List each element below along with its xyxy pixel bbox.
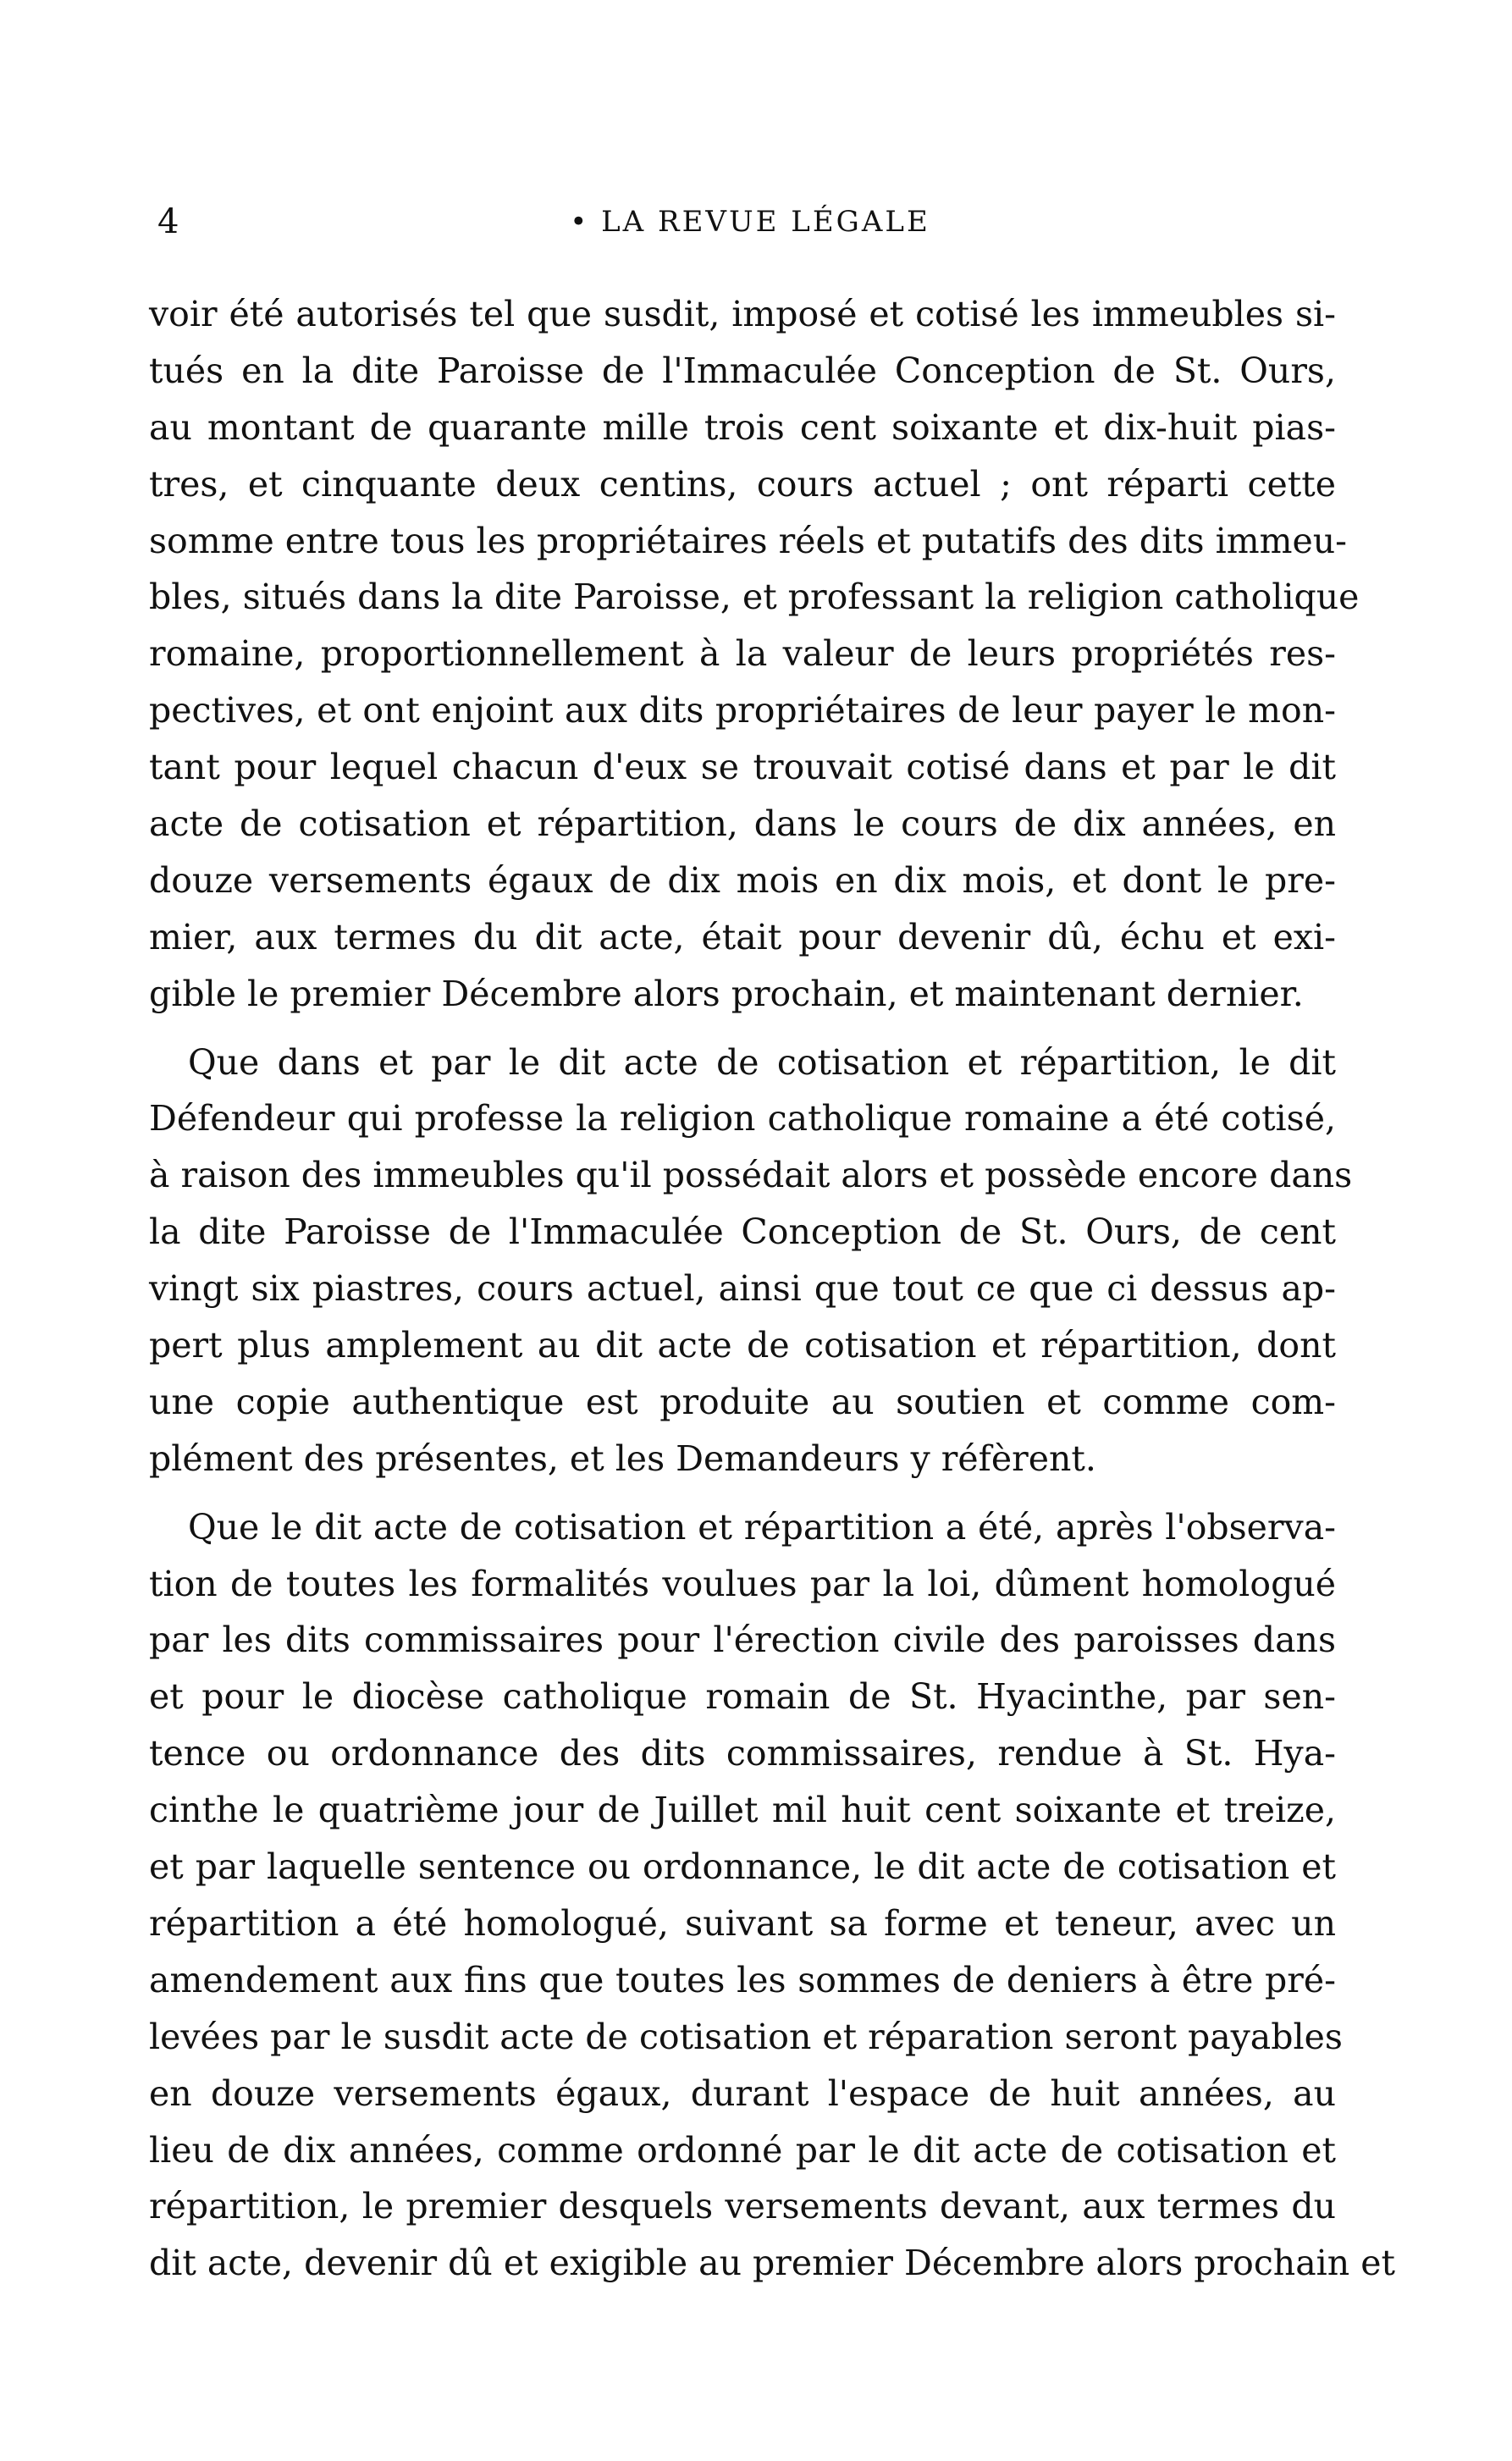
text-line: lieu de dix années, comme ordonné par le dit acte de cotisation et <box>149 2129 1336 2171</box>
text-line: tant pour lequel chacun d'eux se trouvait cotisé dans et par le dit <box>149 747 1336 788</box>
text-line: pert plus amplement au dit acte de cotisation et répartition, dont <box>149 1325 1336 1366</box>
text-line: mier, aux termes du dit acte, était pour devenir dû, échu et exi- <box>149 916 1336 957</box>
text-line: douze versements égaux de dix mois en dix mois, et dont le pre- <box>149 859 1336 901</box>
text-line: la dite Paroisse de l'Immaculée Conception de St. Ours, de cent <box>149 1211 1336 1253</box>
text-line: tion de toutes les formalités voulues par la loi, dûment homologué <box>149 1563 1336 1604</box>
text-line: tres, et cinquante deux centins, cours actuel ; ont réparti cette <box>149 463 1336 505</box>
text-line: par les dits commissaires pour l'érection civile des paroisses dans <box>149 1620 1336 1661</box>
text-line: bles, situés dans la dite Paroisse, et professant la religion catholique <box>149 577 1360 618</box>
text-line: une copie authentique est produite au soutien et comme com- <box>149 1381 1336 1422</box>
paragraph-1 <box>149 286 1360 1023</box>
running-title: • LA REVUE LÉGALE <box>570 205 930 239</box>
text-line: pectives, et ont enjoint aux dits propriétaires de leur payer le mon- <box>149 690 1336 731</box>
page-header <box>157 196 1343 247</box>
text-line: gible le premier Décembre alors prochain, et maintenant dernier. <box>149 973 1304 1014</box>
text-line: et pour le diocèse catholique romain de St. Hyacinthe, par sen- <box>149 1676 1336 1718</box>
page-number: 4 <box>157 202 179 241</box>
text-line: au montant de quarante mille trois cent soixante et dix-huit pias- <box>149 406 1336 448</box>
text-line: à raison des immeubles qu'il possédait alors et possède encore dans <box>149 1155 1353 1196</box>
paragraph-gap <box>149 1023 1336 1035</box>
text-line: romaine, proportionnellement à la valeur de leurs propriétés res- <box>149 633 1336 675</box>
text-line: en douze versements égaux, durant l'espace de huit années, au <box>149 2072 1336 2114</box>
text-line: amendement aux fins que toutes les sommes de deniers à être pré- <box>149 1959 1336 2000</box>
text-line: plément des présentes, et les Demandeurs y réfèrent. <box>149 1437 1096 1479</box>
text-line: tués en la dite Paroisse de l'Immaculée Conception de St. Ours, <box>149 350 1336 391</box>
text-line: dit acte, devenir dû et exigible au premier Décembre alors prochain et <box>149 2243 1395 2284</box>
text-line: répartition a été homologué, suivant sa forme et teneur, avec un <box>149 1902 1336 1944</box>
text-line: somme entre tous les propriétaires réels et putatifs des dits immeu- <box>149 520 1348 561</box>
paragraph-gap <box>149 1487 1336 1499</box>
paragraph-3 <box>149 1499 1395 2292</box>
text-line: et par laquelle sentence ou ordonnance, le dit acte de cotisation et <box>149 1846 1336 1888</box>
paragraph-2 <box>149 1035 1353 1487</box>
text-line: Défendeur qui professe la religion catholique romaine a été cotisé, <box>149 1098 1336 1139</box>
text-line: levées par le susdit acte de cotisation et réparation seront payables <box>149 2016 1343 2057</box>
text-line: vingt six piastres, cours actuel, ainsi que tout ce que ci dessus ap- <box>149 1268 1336 1310</box>
text-line: Que dans et par le dit acte de cotisation et répartition, le dit <box>188 1041 1336 1083</box>
text-line: voir été autorisés tel que susdit, imposé et cotisé les immeubles si- <box>149 294 1336 334</box>
text-line: cinthe le quatrième jour de Juillet mil huit cent soixante et treize, <box>149 1790 1336 1831</box>
text-line: Que le dit acte de cotisation et répartition a été, après l'observa- <box>188 1506 1336 1548</box>
text-line: répartition, le premier desquels versements devant, aux termes du <box>149 2186 1336 2227</box>
body-text <box>149 286 1395 2292</box>
text-line: acte de cotisation et répartition, dans le cours de dix années, en <box>149 803 1336 845</box>
text-line: tence ou ordonnance des dits commissaires, rendue à St. Hya- <box>149 1733 1336 1774</box>
